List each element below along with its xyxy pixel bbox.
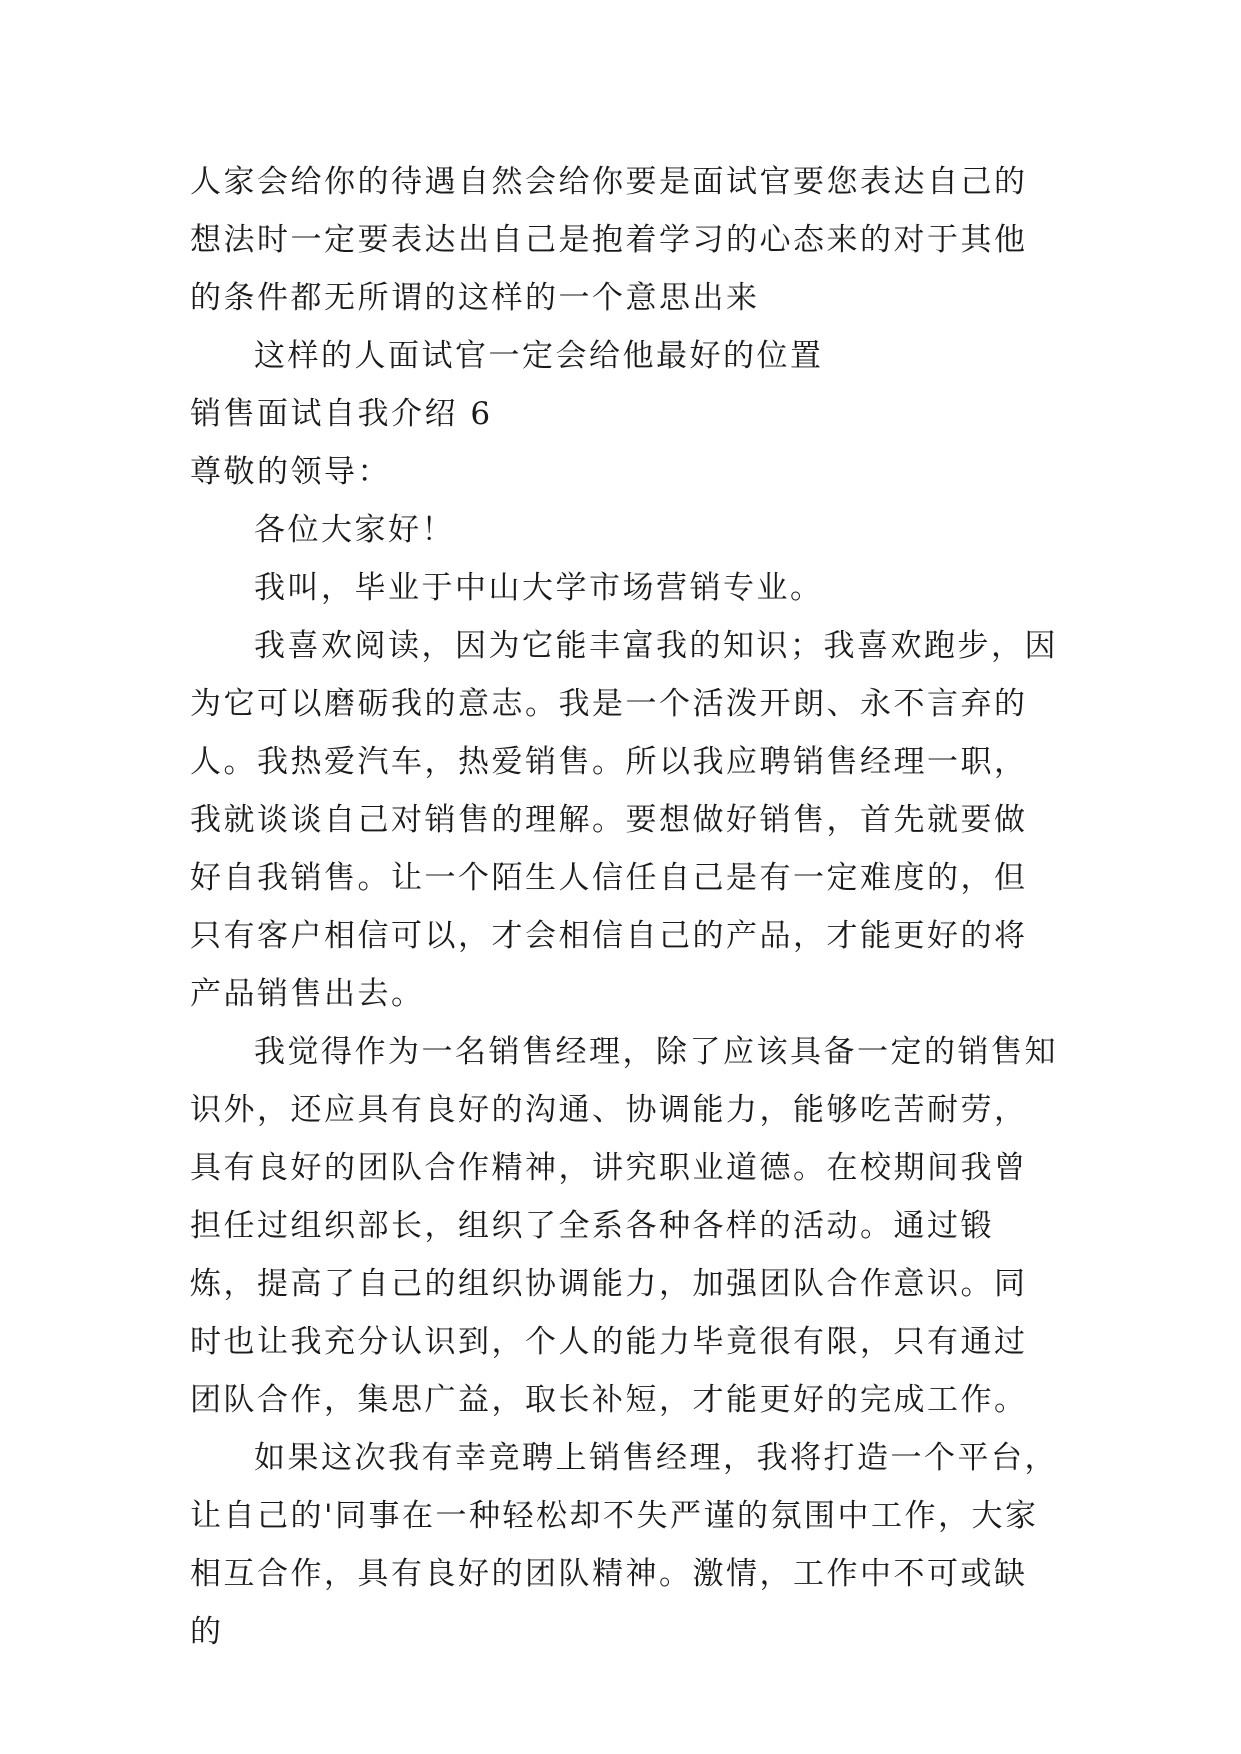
paragraph-treatment-continuation: 人家会给你的待遇自然会给你要是面试官要您表达自己的想法时一定要表达出自己是抱着学习的心态来的对于其他的条件都无所谓的这样的一个意思出来 (190, 164, 1028, 316)
paragraph-hobbies: 我喜欢阅读，因为它能丰富我的知识；我喜欢跑步，因为它可以磨砺我的意志。我是一个活泼开朗、永不言弃的人。我热爱汽车，热爱销售。所以我应聘销售经理一职，我就谈谈自己对销售的理解。要想做好销售，首先就要做好自我销售。让一个陌生人信任自己是有一定难度的，但只有客户相信可以，才会相信自己的产品，才能更好的将产品销售出去。 (190, 628, 1058, 1012)
greeting: 各位大家好！ (254, 512, 455, 548)
document-body (190, 153, 1060, 1661)
paragraph-introduction: 我叫，毕业于中山大学市场营销专业。 (254, 570, 824, 606)
paragraph-qualifications: 我觉得作为一名销售经理，除了应该具备一定的销售知识外，还应具有良好的沟通、协调能力，能够吃苦耐劳，具有良好的团队合作精神，讲究职业道德。在校期间我曾担任过组织部长，组织了全系各种各样的活动。通过锻炼，提高了自己的组织协调能力，加强团队合作意识。同时也让我充分认识到，个人的能力毕竟很有限，只有通过团队合作，集思广益，取长补短，才能更好的完成工作。 (190, 1034, 1058, 1418)
paragraph-plan: 如果这次我有幸竞聘上销售经理，我将打造一个平台，让自己的'同事在一种轻松却不失严谨的氛围中工作，大家相互合作，具有良好的团队精神。激情，工作中不可或缺的 (190, 1440, 1058, 1650)
salutation: 尊敬的领导： (190, 454, 391, 490)
paragraph-best-position: 这样的人面试官一定会给他最好的位置 (254, 338, 824, 374)
section-heading: 销售面试自我介绍 6 (190, 396, 493, 432)
